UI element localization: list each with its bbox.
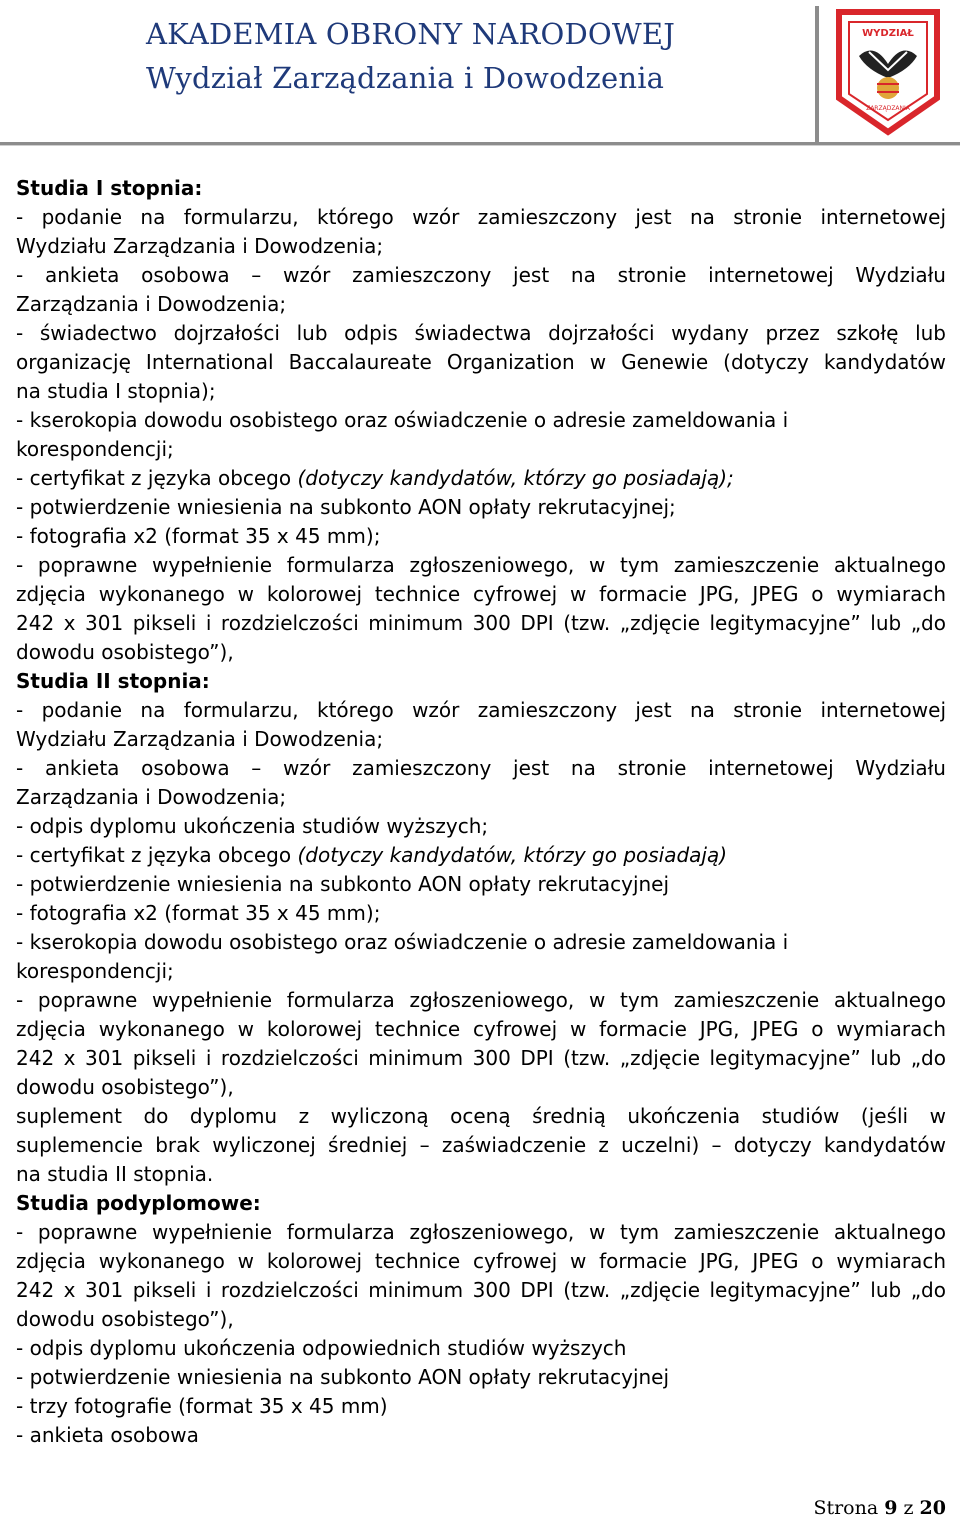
text-line: suplemencie brak wyliczonej średniej – zaświadczenie z uczelni) – dotyczy kandydatów (16, 1133, 946, 1157)
text-line: - ankieta osobowa (16, 1423, 199, 1447)
italic-note: (dotyczy kandydatów, którzy go posiadają) (297, 843, 728, 867)
text-line: dowodu osobistego”), (16, 640, 234, 664)
text-line: - potwierdzenie wniesienia na subkonto AON opłaty rekrutacyjnej (16, 872, 670, 896)
text-line: dowodu osobistego”), (16, 1075, 234, 1099)
text-line: - ankieta osobowa – wzór zamieszczony jest na stronie internetowej Wydziału (16, 756, 946, 780)
text-line: organizację International Baccalaureate Organization w Genewie (dotyczy kandydatów (16, 350, 946, 374)
text-line: - odpis dyplomu ukończenia studiów wyższych; (16, 814, 489, 838)
text-line: - poprawne wypełnienie formularza zgłoszeniowego, w tym zamieszczenie aktualnego (16, 988, 946, 1012)
document-body (16, 174, 946, 1450)
section-heading: Studia I stopnia: (16, 176, 203, 200)
text-line: - fotografia x2 (format 35 x 45 mm); (16, 524, 381, 548)
text-line: zdjęcia wykonanego w kolorowej technice cyfrowej w formacie JPG, JPEG o wymiarach (16, 582, 946, 606)
text-line: - świadectwo dojrzałości lub odpis świadectwa dojrzałości wydany przez szkołę lub (16, 321, 946, 345)
text-line: - potwierdzenie wniesienia na subkonto AON opłaty rekrutacyjnej; (16, 495, 676, 519)
text-line: - ankieta osobowa – wzór zamieszczony jest na stronie internetowej Wydziału (16, 263, 946, 287)
text-line: zdjęcia wykonanego w kolorowej technice cyfrowej w formacie JPG, JPEG o wymiarach (16, 1249, 946, 1273)
page-footer (813, 1496, 946, 1520)
text-line: na studia II stopnia. (16, 1162, 214, 1186)
page-separator: z (897, 1497, 920, 1519)
faculty-logo-icon (829, 6, 947, 136)
text-line: - kserokopia dowodu osobistego oraz oświadczenie o adresie zameldowania i (16, 408, 789, 432)
text-line: 242 x 301 pikseli i rozdzielczości minimum 300 DPI (tzw. „zdjęcie legitymacyjne” lub „do (16, 1046, 946, 1070)
text-line: - fotografia x2 (format 35 x 45 mm); (16, 901, 381, 925)
page-number: 9 (884, 1497, 898, 1519)
page-label: Strona (813, 1497, 885, 1519)
text-line (16, 464, 946, 493)
text-segment: - certyfikat z języka obcego (16, 843, 298, 867)
italic-note: (dotyczy kandydatów, którzy go posiadają); (297, 466, 734, 490)
page-header (0, 0, 960, 148)
section-heading: Studia podyplomowe: (16, 1191, 261, 1215)
text-line: korespondencji; (16, 437, 174, 461)
text-line (16, 841, 946, 870)
text-line: Wydziału Zarządzania i Dowodzenia; (16, 727, 384, 751)
svg-text:ZARZĄDZANIA: ZARZĄDZANIA (866, 105, 910, 112)
text-line: - podanie na formularzu, którego wzór zamieszczony jest na stronie internetowej (16, 698, 946, 722)
header-divider (0, 142, 960, 146)
institution-name: AKADEMIA OBRONY NARODOWEJ (146, 17, 676, 51)
text-line: dowodu osobistego”), (16, 1307, 234, 1331)
text-line: na studia I stopnia); (16, 379, 216, 403)
page-total: 20 (919, 1497, 946, 1519)
text-line: - trzy fotografie (format 35 x 45 mm) (16, 1394, 388, 1418)
text-line: Wydziału Zarządzania i Dowodzenia; (16, 234, 384, 258)
text-line: - podanie na formularzu, którego wzór zamieszczony jest na stronie internetowej (16, 205, 946, 229)
text-line: Zarządzania i Dowodzenia; (16, 785, 287, 809)
text-line: - poprawne wypełnienie formularza zgłoszeniowego, w tym zamieszczenie aktualnego (16, 1220, 946, 1244)
text-line: - kserokopia dowodu osobistego oraz oświadczenie o adresie zameldowania i (16, 930, 789, 954)
text-line: - odpis dyplomu ukończenia odpowiednich studiów wyższych (16, 1336, 627, 1360)
section-heading: Studia II stopnia: (16, 669, 210, 693)
text-line: suplement do dyplomu z wyliczoną oceną średnią ukończenia studiów (jeśli w (16, 1104, 946, 1128)
header-title (146, 12, 806, 100)
text-line: Zarządzania i Dowodzenia; (16, 292, 287, 316)
text-line: 242 x 301 pikseli i rozdzielczości minimum 300 DPI (tzw. „zdjęcie legitymacyjne” lub „do (16, 1278, 946, 1302)
text-line: zdjęcia wykonanego w kolorowej technice cyfrowej w formacie JPG, JPEG o wymiarach (16, 1017, 946, 1041)
logo-divider (815, 6, 819, 142)
text-line: - poprawne wypełnienie formularza zgłoszeniowego, w tym zamieszczenie aktualnego (16, 553, 946, 577)
faculty-name: Wydział Zarządzania i Dowodzenia (146, 61, 665, 95)
svg-text:WYDZIAŁ: WYDZIAŁ (862, 28, 914, 39)
text-line: korespondencji; (16, 959, 174, 983)
text-segment: - certyfikat z języka obcego (16, 466, 298, 490)
text-line: 242 x 301 pikseli i rozdzielczości minimum 300 DPI (tzw. „zdjęcie legitymacyjne” lub „do (16, 611, 946, 635)
text-line: - potwierdzenie wniesienia na subkonto AON opłaty rekrutacyjnej (16, 1365, 670, 1389)
